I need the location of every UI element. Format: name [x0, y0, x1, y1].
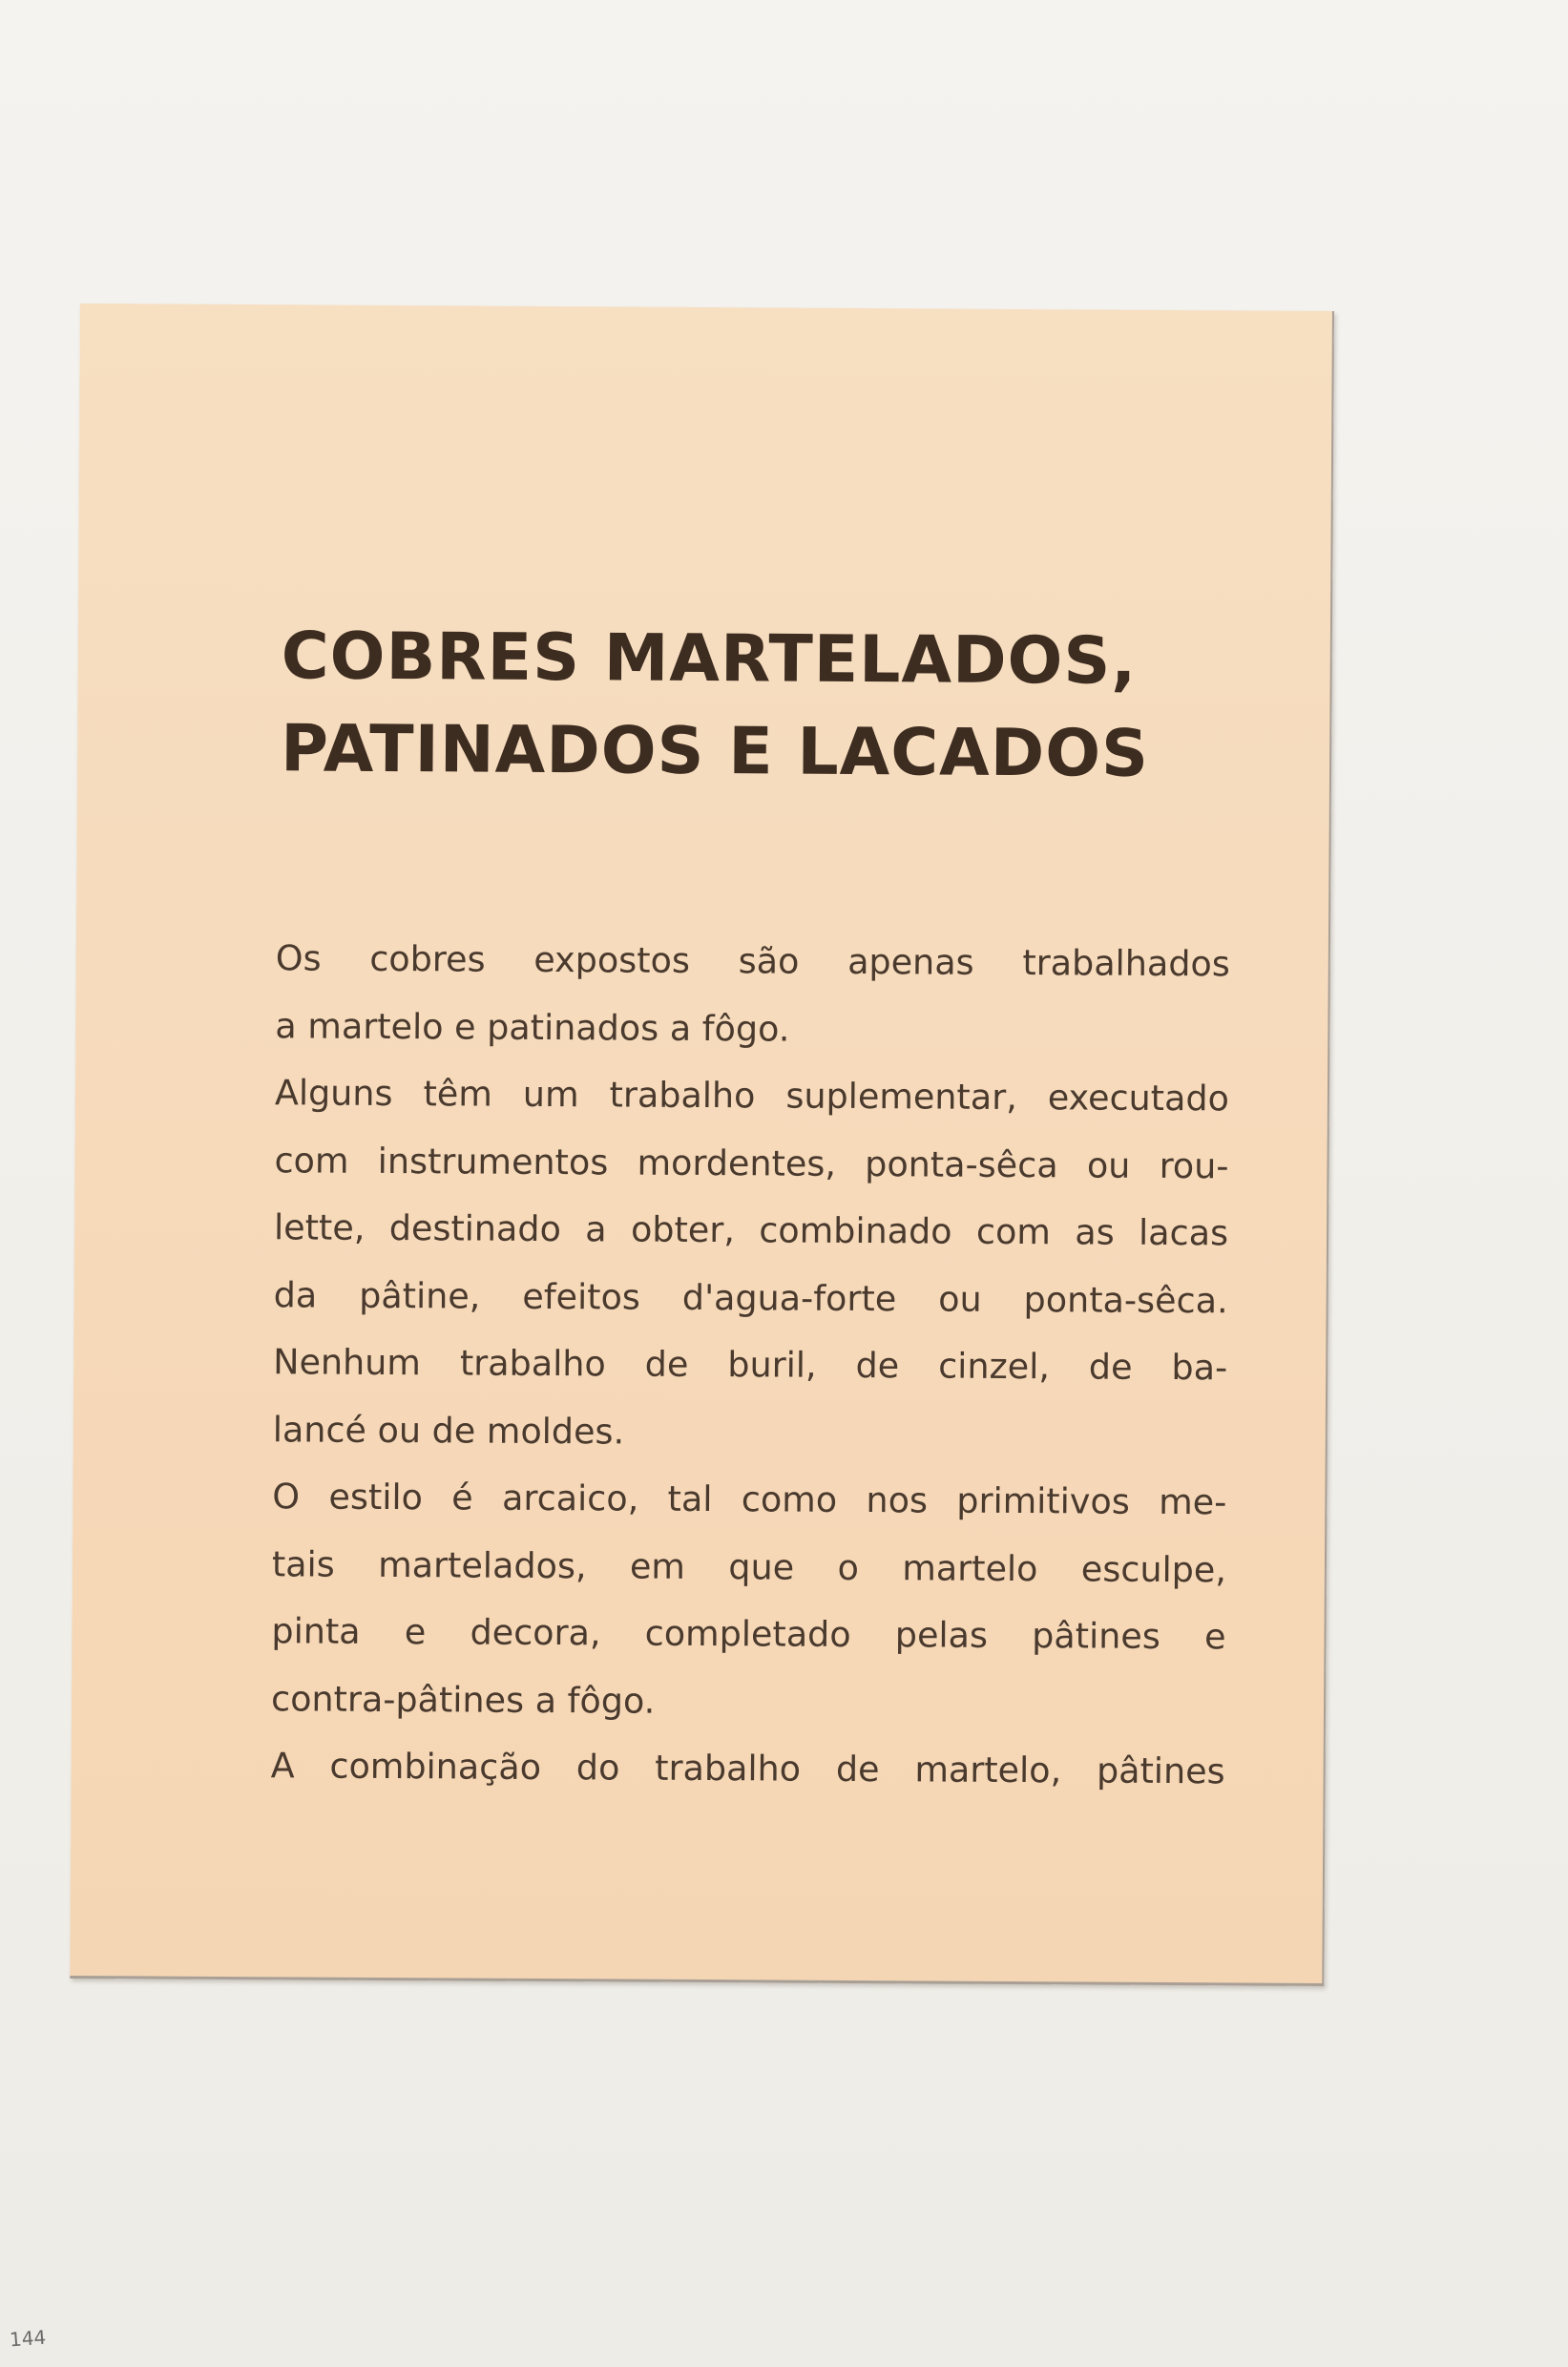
- text-line: A combinação do trabalho de martelo, pâtines: [270, 1745, 1225, 1792]
- text-line: a martelo e patinados a fôgo.: [275, 1004, 790, 1050]
- title-line: PATINADOS E LACADOS: [280, 711, 1150, 792]
- paragraph: [275, 925, 1230, 1065]
- text-line: tais martelados, em que o martelo esculpe,: [271, 1542, 1227, 1590]
- paper-sheet: [70, 304, 1334, 1986]
- bleed-through-shadow: [394, 468, 1348, 473]
- text-line: Alguns têm um trabalho suplementar, executado: [274, 1072, 1230, 1120]
- paragraph: [270, 1732, 1224, 1806]
- text-line: lette, destinado a obter, combinado com as lacas: [273, 1206, 1229, 1254]
- text-line: Nenhum trabalho de buril, de cinzel, de ba-: [273, 1341, 1228, 1389]
- paragraph: [273, 1059, 1230, 1469]
- page-number-mark: 144: [9, 2325, 47, 2352]
- text-line: com instrumentos mordentes, ponta-sêca ou rou-: [274, 1139, 1229, 1186]
- text-line: da pâtine, efeitos d'agua-forte ou ponta-sêca.: [273, 1273, 1228, 1321]
- text-line: pinta e decora, completado pelas pâtines e: [271, 1610, 1226, 1658]
- text-line: Os cobres expostos são apenas trabalhados: [275, 937, 1230, 985]
- document-title: [281, 610, 1236, 801]
- paragraph: [271, 1463, 1227, 1738]
- text-line: lancé ou de moldes.: [272, 1408, 625, 1453]
- text-line: contra-pâtines a fôgo.: [270, 1677, 656, 1722]
- body-text: [270, 925, 1230, 1806]
- title-line: COBRES MARTELADOS,: [281, 618, 1138, 700]
- text-line: O estilo é arcaico, tal como nos primitivos me-: [272, 1476, 1227, 1523]
